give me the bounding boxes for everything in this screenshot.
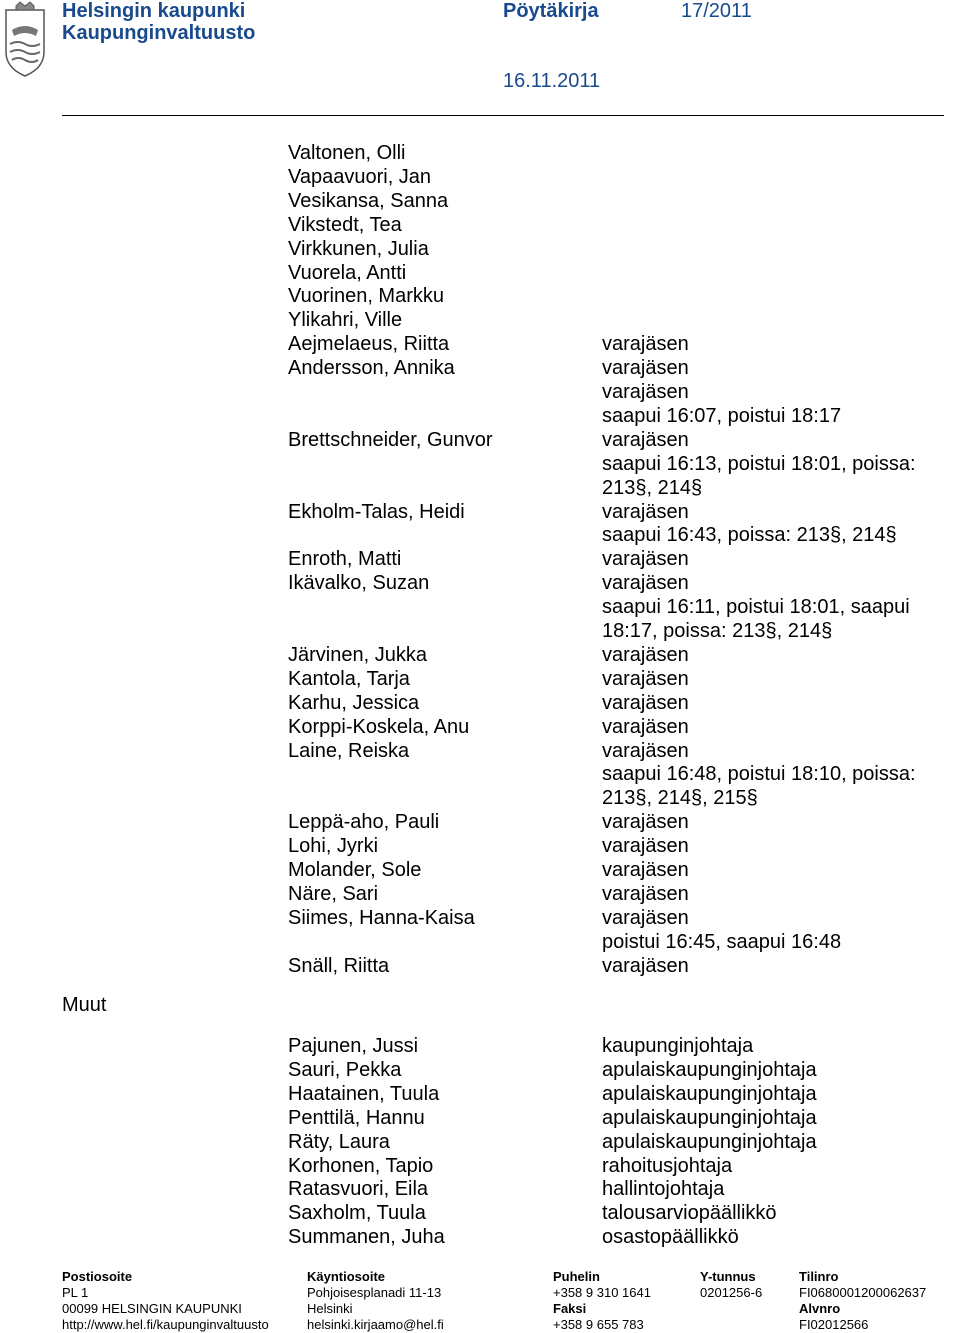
attendee-name: Leppä-aho, Pauli — [288, 811, 440, 834]
attendee-name: Vesikansa, Sanna — [288, 189, 449, 212]
attendee-note: poistui 16:45, saapui 16:48 — [602, 930, 842, 953]
attendee-note: 18:17, poissa: 213§, 214§ — [602, 620, 833, 642]
footer-postal-line: 00099 HELSINGIN KAUPUNKI — [62, 1301, 242, 1316]
footer-businessid: 0201256-6 — [700, 1285, 763, 1300]
footer-postal-head: Postiosoite — [62, 1269, 133, 1284]
footer-account-head: Tilinro — [799, 1269, 839, 1284]
attendee-name: Brettschneider, Gunvor — [288, 428, 493, 451]
body-name: Kaupunginvaltuusto — [62, 22, 256, 44]
attendee-name: Vapaavuori, Jan — [288, 165, 432, 188]
attendee-role: varajäsen — [602, 548, 689, 571]
attendee-note: 213§, 214§ — [602, 476, 703, 499]
attendee-name: Molander, Sole — [288, 859, 422, 881]
header-divider — [62, 115, 944, 116]
other-attendee-name: Haatainen, Tuula — [288, 1082, 440, 1105]
attendee-role: varajäsen — [602, 667, 689, 690]
attendee-role: varajäsen — [602, 739, 689, 762]
attendee-name: Kantola, Tarja — [288, 667, 410, 690]
other-attendee-title: talousarviopäällikkö — [602, 1202, 777, 1225]
attendee-role: varajäsen — [602, 381, 689, 403]
footer-visit-line: Pohjoisesplanadi 11-13 — [307, 1285, 442, 1300]
other-attendee-title: apulaiskaupunginjohtaja — [602, 1058, 817, 1081]
attendee-name: Ikävalko, Suzan — [288, 572, 430, 595]
footer-visit-line: Helsinki — [307, 1301, 353, 1316]
doc-type: Pöytäkirja — [503, 0, 599, 22]
footer-businessid-head: Y-tunnus — [700, 1269, 756, 1284]
footer-postal-line: PL 1 — [62, 1285, 89, 1300]
attendee-name: Ylikahri, Ville — [288, 309, 403, 332]
footer-visit-head: Käyntiosoite — [307, 1269, 386, 1284]
footer-fax: +358 9 655 783 — [553, 1317, 644, 1332]
footer-phone-head: Puhelin — [553, 1269, 600, 1284]
attendee-role: varajäsen — [602, 835, 689, 858]
other-attendee-name: Ratasvuori, Eila — [288, 1178, 429, 1201]
attendee-name: Näre, Sari — [288, 882, 379, 905]
attendee-name: Lohi, Jyrki — [288, 835, 379, 858]
doc-number: 17/2011 — [681, 0, 752, 22]
other-attendee-title: rahoitusjohtaja — [602, 1154, 733, 1177]
meeting-date: 16.11.2011 — [503, 70, 601, 92]
attendee-name: Karhu, Jessica — [288, 691, 420, 714]
attendee-role: varajäsen — [602, 500, 689, 523]
attendee-name: Laine, Reiska — [288, 739, 410, 762]
attendee-note: saapui 16:07, poistui 18:17 — [602, 404, 842, 427]
attendee-role: varajäsen — [602, 906, 689, 929]
footer-website-link[interactable]: http://www.hel.fi/kaupunginvaltuusto — [62, 1317, 269, 1332]
attendee-note: saapui 16:11, poistui 18:01, saapui — [602, 596, 910, 619]
attendee-role: varajäsen — [602, 811, 689, 834]
attendee-name: Vikstedt, Tea — [288, 213, 402, 236]
attendee-role: varajäsen — [602, 643, 689, 666]
footer-email-link[interactable]: helsinki.kirjaamo@hel.fi — [307, 1317, 444, 1332]
attendee-name: Andersson, Annika — [288, 357, 455, 380]
footer-vat: FI02012566 — [799, 1317, 869, 1332]
other-attendee-name: Summanen, Juha — [288, 1226, 445, 1249]
attendee-role: varajäsen — [602, 691, 689, 714]
attendee-name: Korppi-Koskela, Anu — [288, 715, 470, 738]
attendee-note: saapui 16:43, poissa: 213§, 214§ — [602, 524, 897, 547]
other-attendee-title: kaupunginjohtaja — [602, 1035, 754, 1057]
attendee-name: Vuorela, Antti — [288, 261, 407, 284]
other-attendee-name: Pajunen, Jussi — [288, 1035, 419, 1057]
attendee-role: varajäsen — [602, 882, 689, 905]
attendee-note: 213§, 214§, 215§ — [602, 787, 758, 810]
other-attendee-title: apulaiskaupunginjohtaja — [602, 1082, 817, 1105]
footer-vat-head: Alvnro — [799, 1301, 841, 1316]
attendee-name: Virkkunen, Julia — [288, 237, 429, 260]
attendee-name: Aejmelaeus, Riitta — [288, 333, 450, 356]
attendee-role: varajäsen — [602, 715, 689, 738]
attendee-name: Järvinen, Jukka — [288, 643, 427, 666]
org-name: Helsingin kaupunki — [62, 0, 246, 22]
attendee-note: saapui 16:48, poistui 18:10, poissa: — [602, 763, 916, 786]
footer-account: FI0680001200062637 — [799, 1285, 927, 1300]
other-attendee-name: Saxholm, Tuula — [288, 1202, 426, 1225]
attendee-role: varajäsen — [602, 357, 689, 380]
attendee-role: varajäsen — [602, 859, 689, 881]
attendee-role: varajäsen — [602, 428, 689, 451]
attendee-role: varajäsen — [602, 954, 689, 977]
attendee-name: Ekholm-Talas, Heidi — [288, 500, 465, 523]
other-attendee-title: apulaiskaupunginjohtaja — [602, 1106, 817, 1129]
others-label: Muut — [62, 994, 107, 1016]
other-attendee-name: Sauri, Pekka — [288, 1058, 402, 1081]
attendee-name: Valtonen, Olli — [288, 142, 406, 164]
helsinki-coat-of-arms-logo — [0, 0, 50, 80]
attendee-name: Enroth, Matti — [288, 548, 402, 571]
other-attendee-name: Korhonen, Tapio — [288, 1154, 434, 1177]
other-attendee-name: Räty, Laura — [288, 1130, 390, 1153]
attendee-role: varajäsen — [602, 333, 689, 356]
other-attendee-title: apulaiskaupunginjohtaja — [602, 1130, 817, 1153]
attendee-note: saapui 16:13, poistui 18:01, poissa: — [602, 452, 916, 475]
attendee-name: Siimes, Hanna-Kaisa — [288, 906, 475, 929]
footer-fax-head: Faksi — [553, 1301, 587, 1316]
other-attendee-title: osastopäällikkö — [602, 1226, 739, 1249]
footer-phone: +358 9 310 1641 — [553, 1285, 651, 1300]
attendee-name: Vuorinen, Markku — [288, 285, 444, 308]
other-attendee-title: hallintojohtaja — [602, 1178, 725, 1201]
attendee-name: Snäll, Riitta — [288, 954, 390, 977]
other-attendee-name: Penttilä, Hannu — [288, 1106, 425, 1129]
attendee-role: varajäsen — [602, 572, 689, 595]
